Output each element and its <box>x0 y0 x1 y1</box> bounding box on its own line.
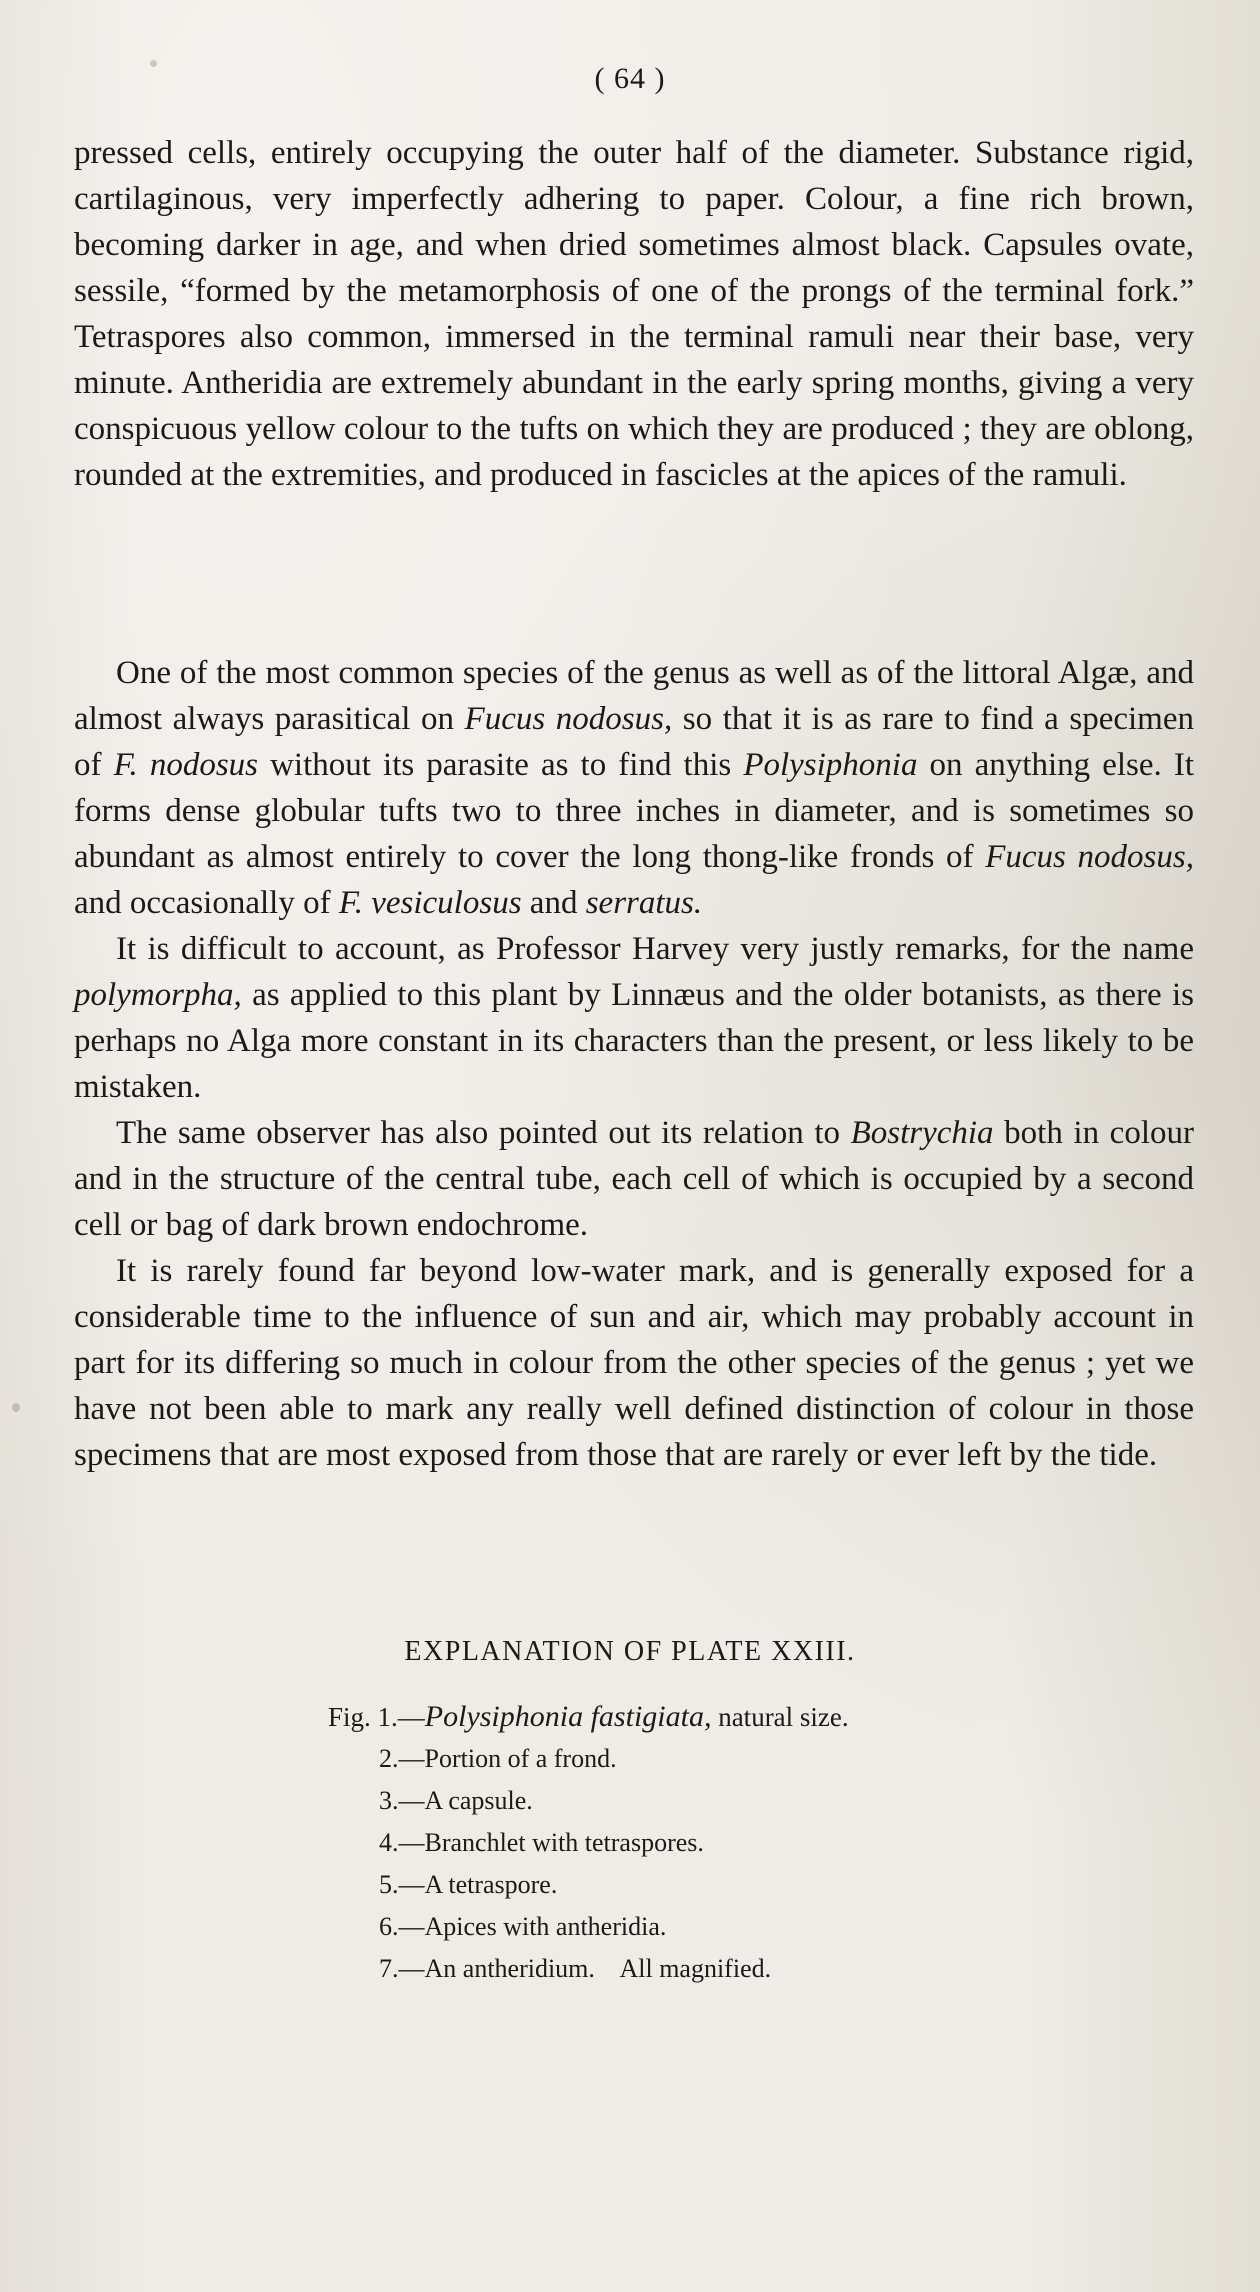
name-paragraph: It is difficult to account, as Professor Harvey very justly remarks, for the name polymorpha, as applied to this plant by Linnæus and the older botanists, as there is perhaps no Alga more constant in its characters than the present, or less likely to be mistaken. <box>74 931 1194 1105</box>
plate-heading: EXPLANATION OF PLATE XXIII. <box>404 1636 856 1667</box>
figure-item: Fig. 1.—Polysiphonia fastigiata, natural size. <box>328 1700 849 1733</box>
figure-item: 5.—A tetraspore. <box>379 1870 558 1899</box>
page-number: ( 64 ) <box>594 62 666 95</box>
ink-spot <box>12 1403 20 1412</box>
notes-section <box>74 650 1194 1478</box>
figure-item: 4.—Branchlet with tetraspores. <box>379 1828 704 1857</box>
figure-list <box>328 1696 849 1990</box>
figure-item: 6.—Apices with antheridia. <box>379 1912 667 1941</box>
description-paragraph <box>74 130 1194 498</box>
figure-item: 2.—Portion of a frond. <box>379 1744 617 1773</box>
figure-item: 7.—An antheridium. All magnified. <box>379 1954 772 1983</box>
relation-paragraph: The same observer has also pointed out its relation to Bostrychia both in colour and in the structure of the central tube, each cell of which is occupied by a second cell or bag of dark brown endochrome. <box>74 1115 1194 1243</box>
figure-item: 3.—A capsule. <box>379 1786 533 1815</box>
paragraph-text: pressed cells, entirely occupying the outer half of the diameter. Substance rigid, cartilaginous, very imperfectly adhering to paper. Colour, a fine rich brown, becoming darker in age, and when dried sometimes almost black. Capsules ovate, sessile, “formed by the metamorphosis of one of the prongs of the terminal fork.” Tetraspores also common, immersed in the terminal ramuli near their base, very minute. Antheridia are extremely abundant in the early spring months, giving a very conspicuous yellow colour to the tufts on which they are produced ; they are oblong, rounded at the extremities, and produced in fascicles at the apices of the ramuli. <box>74 135 1194 493</box>
exposure-paragraph: It is rarely found far beyond low-water mark, and is generally exposed for a considerable time to the influence of sun and air, which may probably account in part for its differing so much in colour from the other species of the genus ; yet we have not been able to mark any really well defined distinction of colour in those specimens that are most exposed from those that are rarely or ever left by the tide. <box>74 1253 1194 1473</box>
habitat-paragraph: One of the most common species of the genus as well as of the littoral Algæ, and almost always parasitical on Fucus nodosus, so that it is as rare to find a specimen of F. nodosus without its parasite as to find this Polysiphonia on anything else. It forms dense globular tufts two to three inches in diameter, and is sometimes so abundant as almost entirely to cover the long thong-like fronds of Fucus nodosus, and occasionally of F. vesiculosus and serratus. <box>74 655 1194 921</box>
